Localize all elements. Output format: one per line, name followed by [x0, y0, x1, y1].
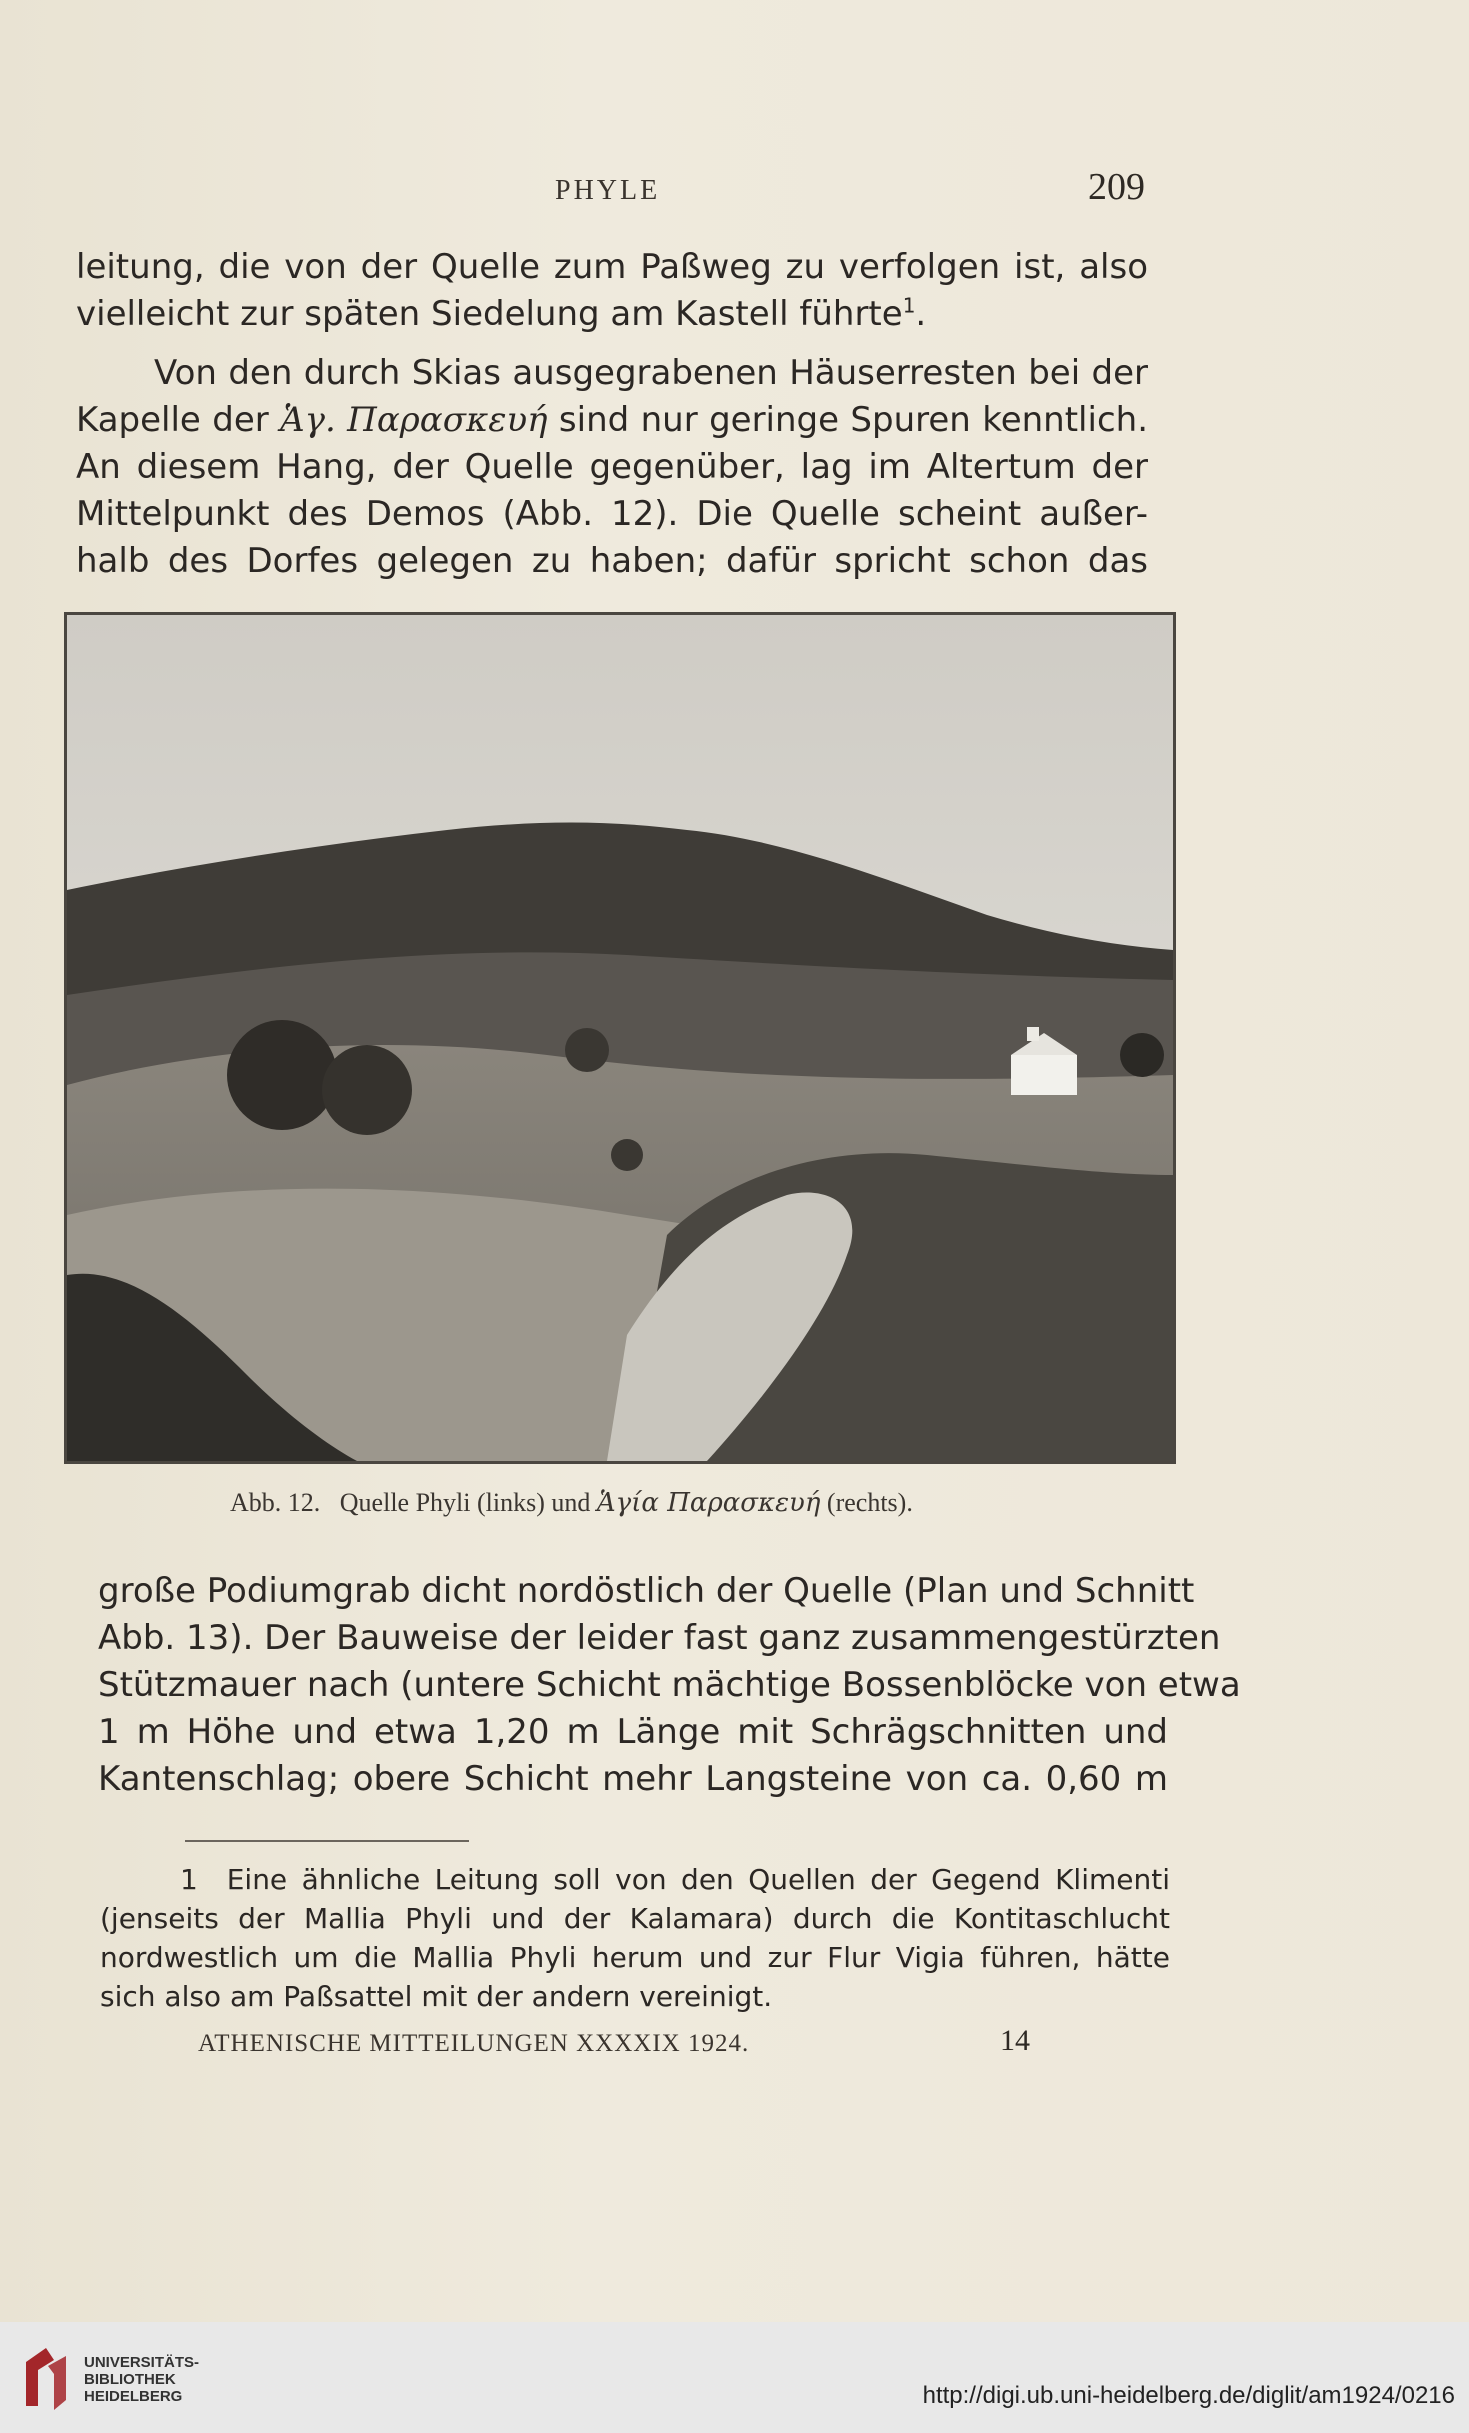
paragraph-3-line-5: Kantenschlag; obere Schicht mehr Langsteine von ca. 0,60 m — [98, 1759, 1168, 1799]
paragraph-3 — [98, 1568, 1241, 1803]
figure-caption: Abb. 12. Quelle Phyli (links) und Ἁγία Παρασκευή (rechts). — [230, 1488, 913, 1518]
footnote-line-1: 1 Eine ähnliche Leitung soll von den Quellen der Gegend Klimenti — [180, 1863, 1170, 1896]
footnote-line-2: (jenseits der Mallia Phyli und der Kalamara) durch die Kontitaschlucht — [100, 1902, 1170, 1935]
paragraph-2-line-2: Kapelle der Ἁγ. Παρασκευή sind nur geringe Spuren kenntlich. — [76, 400, 1148, 440]
caption-prefix: Abb. 12. — [230, 1488, 321, 1517]
paragraph-1-line-1: leitung, die von der Quelle zum Paßweg zu verfolgen ist, also — [76, 247, 1148, 287]
running-title: PHYLE — [555, 175, 661, 206]
landscape-photo-illustration — [67, 615, 1173, 1461]
paragraph-1 — [76, 244, 1148, 338]
footnote-reference: 1 — [902, 293, 916, 318]
paragraph-2-line-1: Von den durch Skias ausgegrabenen Häuserresten bei der — [154, 353, 1148, 393]
paragraph-2-line-5: halb des Dorfes gelegen zu haben; dafür spricht schon das — [76, 541, 1148, 581]
library-banner — [0, 2322, 1469, 2433]
journal-footer: ATHENISCHE MITTEILUNGEN XXXXIX 1924. — [198, 2030, 750, 2057]
paragraph-2 — [76, 350, 1148, 585]
caption-greek: Ἁγία Παρασκευή — [596, 1488, 821, 1518]
paragraph-2-line-4: Mittelpunkt des Demos (Abb. 12). Die Quelle scheint außer- — [76, 494, 1148, 534]
permalink-url[interactable]: http://digi.ub.uni-heidelberg.de/diglit/am1924/0216 — [922, 2382, 1455, 2409]
paragraph-3-line-2: Abb. 13). Der Bauweise der leider fast ganz zusammengestürzten — [98, 1618, 1221, 1658]
footnote-divider — [185, 1840, 469, 1842]
library-name: UNIVERSITÄTS- BIBLIOTHEK HEIDELBERG — [84, 2354, 200, 2405]
footnote-line-4: sich also am Paßsattel mit der andern vereinigt. — [100, 1980, 773, 2013]
footnote-line-3: nordwestlich um die Mallia Phyli herum und zur Flur Vigia führen, hätte — [100, 1941, 1170, 1974]
paragraph-1-line-2: vielleicht zur späten Siedelung am Kastell führte$^1$. — [76, 293, 927, 334]
figure-photograph — [64, 612, 1176, 1464]
paragraph-3-line-4: 1 m Höhe und etwa 1,20 m Länge mit Schrägschnitten und — [98, 1712, 1168, 1752]
university-library-logo-icon — [18, 2344, 74, 2414]
paragraph-3-line-1: große Podiumgrab dicht nordöstlich der Quelle (Plan und Schnitt — [98, 1571, 1195, 1611]
paragraph-3-line-3: Stützmauer nach (untere Schicht mächtige Bossenblöcke von etwa — [98, 1665, 1241, 1705]
greek-chapel-name: Ἁγ. Παρασκευή — [280, 400, 548, 440]
paragraph-2-line-3: An diesem Hang, der Quelle gegenüber, lag im Altertum der — [76, 447, 1148, 487]
footnote-marker: 1 — [180, 1863, 198, 1896]
footnote — [100, 1860, 1170, 2016]
signature-mark: 14 — [1000, 2024, 1030, 2057]
page-number: 209 — [1088, 166, 1145, 208]
